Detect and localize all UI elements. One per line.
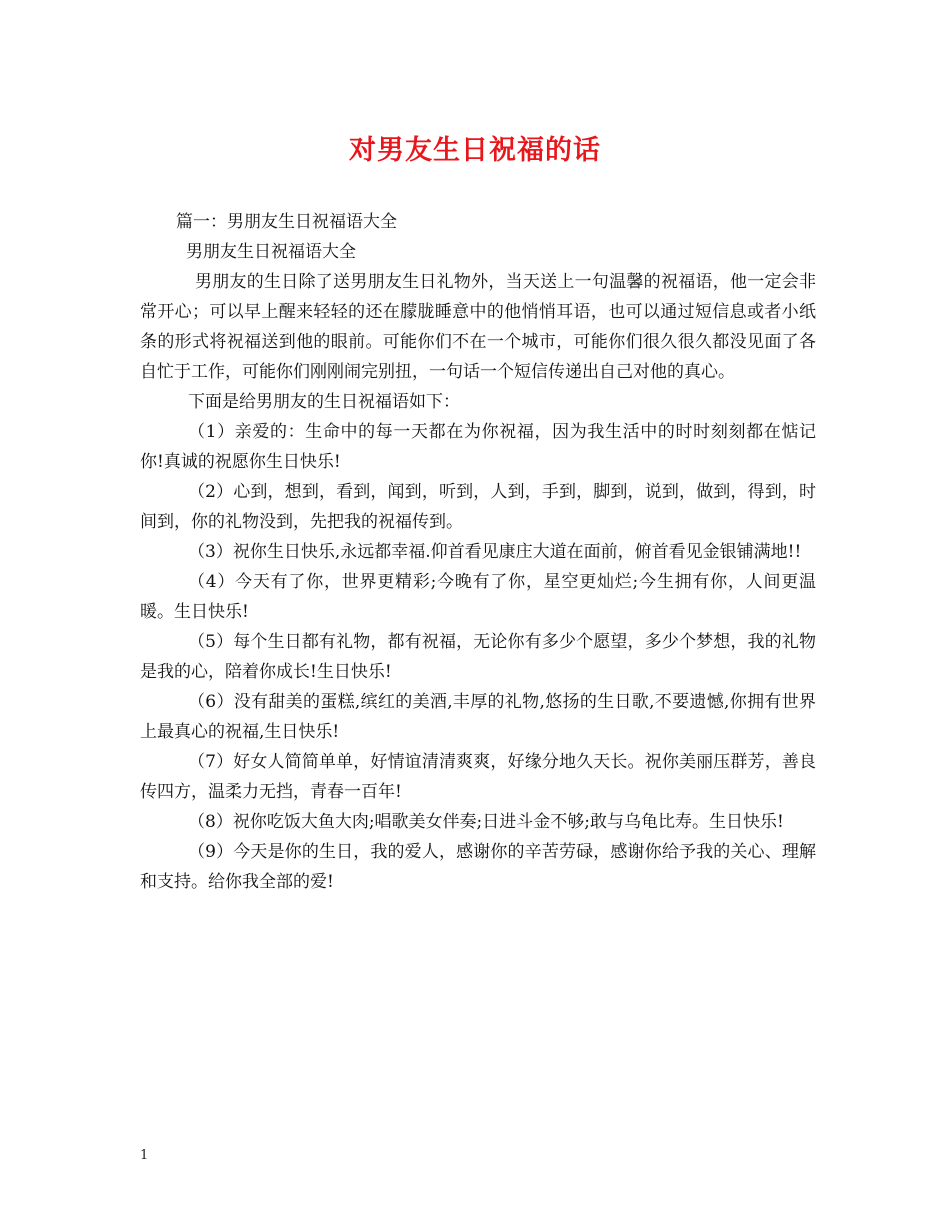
intro-paragraph: 男朋友的生日除了送男朋友生日礼物外，当天送上一句温馨的祝福语，他一定会非常开心；可以早上醒来轻轻的还在朦胧睡意中的他悄悄耳语，也可以通过短信息或者小纸条的形式将祝福送到他的眼前。可能你们不在一个城市，可能你们很久很久都没见面了各自忙于工作，可能你们刚刚闹完别扭，一句话一个短信传递出自己对他的真心。: [140, 272, 816, 382]
wish-item: （6）没有甜美的蛋糕,缤红的美酒,丰厚的礼物,悠扬的生日歌,不要遗憾,你拥有世界上最真心的祝福,生日快乐!: [140, 692, 816, 742]
document-body: [140, 207, 816, 897]
document-title: 对男友生日祝福的话: [349, 135, 601, 166]
section-heading: 篇一：男朋友生日祝福语大全: [176, 212, 397, 232]
page-number: 1: [140, 1148, 149, 1163]
subheading: 男朋友生日祝福语大全: [186, 242, 356, 262]
wish-item: （5）每个生日都有礼物，都有祝福，无论你有多少个愿望，多少个梦想，我的礼物是我的心，陪着你成长!生日快乐!: [140, 632, 816, 682]
wish-item: （7）好女人简简单单，好情谊清清爽爽，好缘分地久天长。祝你美丽压群芳，善良传四方，温柔力无挡，青春一百年!: [140, 752, 816, 802]
wish-item: （2）心到，想到，看到，闻到，听到，人到，手到，脚到，说到，做到，得到，时间到，你的礼物没到，先把我的祝福传到。: [140, 482, 816, 532]
wish-item: （8）祝你吃饭大鱼大肉;唱歌美女伴奏;日进斗金不够;敢与乌龟比寿。生日快乐!: [188, 812, 784, 832]
wish-item: （4）今天有了你，世界更精彩;今晚有了你，星空更灿烂;今生拥有你，人间更温暖。生日快乐!: [140, 572, 816, 622]
wish-item: （1）亲爱的：生命中的每一天都在为你祝福，因为我生活中的时时刻刻都在惦记你!真诚的祝愿你生日快乐!: [140, 422, 816, 472]
lead-paragraph: 下面是给男朋友的生日祝福语如下：: [188, 392, 460, 412]
wish-item: （9）今天是你的生日，我的爱人，感谢你的辛苦劳碌，感谢你给予我的关心、理解和支持。给你我全部的爱!: [140, 842, 816, 892]
wish-item: （3）祝你生日快乐,永远都幸福.仰首看见康庄大道在面前，俯首看见金银铺满地!!: [188, 542, 802, 562]
